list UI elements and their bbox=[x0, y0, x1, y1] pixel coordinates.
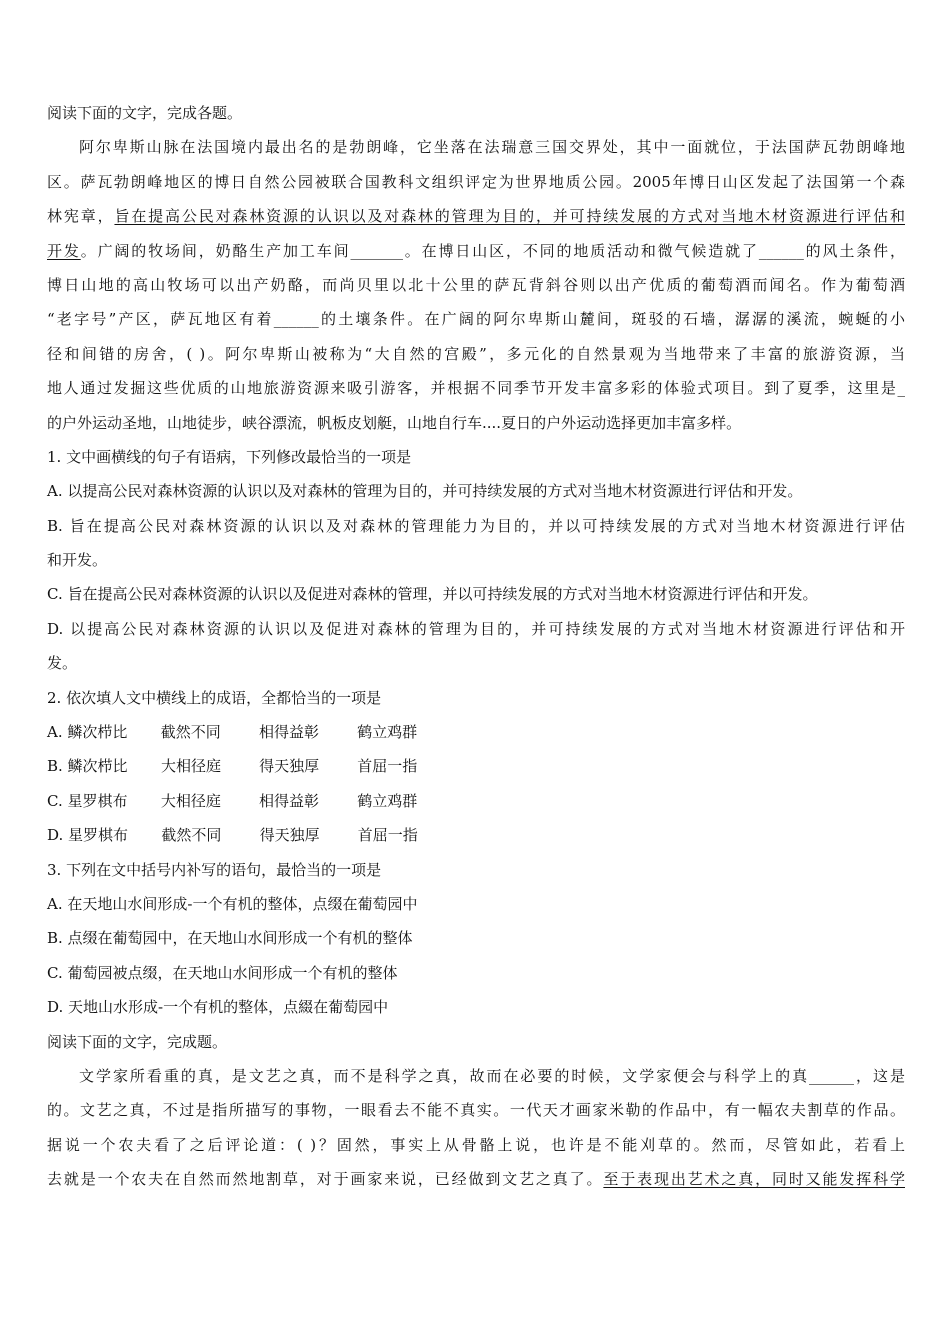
option-label: C. 星罗棋布 bbox=[47, 791, 128, 810]
option-c: C. 旨在提高公民对森林资源的认识以及促进对森林的管理，并以可持续发展的方式对当地木材资源进行评估和开发。 bbox=[47, 585, 818, 604]
passage1-line bbox=[47, 337, 905, 371]
question-3 bbox=[47, 853, 905, 1025]
document-page bbox=[47, 96, 905, 1197]
passage2-line bbox=[47, 1128, 905, 1162]
option-word: 相得益彰 bbox=[259, 791, 320, 810]
question-1 bbox=[47, 440, 905, 681]
option-word: 相得益彰 bbox=[258, 723, 319, 742]
option-a: A. 以提高公民对森林资源的认识以及对森林的管理为目的，并可持续发展的方式对当地木材资源进行评估和开发。 bbox=[47, 482, 803, 501]
passage1-line bbox=[47, 302, 905, 336]
option-label: D. 星罗棋布 bbox=[47, 826, 129, 845]
passage2-intro: 阅读下面的文字，完成题。 bbox=[47, 1032, 228, 1051]
option-d-cont: 发。 bbox=[47, 654, 78, 673]
line-text: 阿尔卑斯山脉在法国境内最出名的是勃朗峰，它坐落在法瑞意三国交界处，其中一面就位，于法国萨瓦勃朗峰地 bbox=[79, 138, 905, 157]
option-word: 鹤立鸡群 bbox=[357, 723, 418, 742]
line-text: 区。萨瓦勃朗峰地区的博日自然公园被联合国教科文组织评定为世界地质公园。2005年博日山区发起了法国第一个森 bbox=[47, 172, 905, 191]
option-label: A. 鳞次栉比 bbox=[47, 723, 128, 742]
passage2-line bbox=[47, 1162, 905, 1196]
option-c: C. 葡萄园被点缀，在天地山水间形成一个有机的整体 bbox=[47, 963, 398, 982]
line-text: 。广阔的牧场间，奶酪生产加工车间_______。在博日山区，不同的地质活动和微气候造就了______的风土条件， bbox=[80, 241, 905, 260]
line-text: 去就是一个农夫在自然而然地割草，对于画家来说，已经做到文艺之真了。 bbox=[47, 1170, 604, 1189]
passage1-line bbox=[47, 371, 905, 405]
line-text: 径和间错的房舍，( )。阿尔卑斯山被称为“大自然的宫殿”，多元化的自然景观为当地带来了丰富的旅游资源，当 bbox=[47, 344, 905, 363]
option-word: 首屈一指 bbox=[357, 826, 418, 845]
option-b bbox=[47, 749, 905, 783]
option-word: 得天独厚 bbox=[259, 826, 320, 845]
option-d: D. 以提高公民对森林资源的认识以及促进对森林的管理为目的，并可持续发展的方式对当地木材资源进行评估和开 bbox=[47, 619, 905, 638]
option-word: 截然不同 bbox=[160, 723, 221, 742]
line-text: 地人通过发掘这些优质的山地旅游资源来吸引游客，并根据不同季节开发丰富多彩的体验式项目。到了夏季，这里是_ bbox=[47, 379, 905, 398]
option-a bbox=[47, 715, 905, 749]
passage1-body bbox=[47, 130, 905, 440]
option-b: B. 点缀在葡萄园中，在天地山水间形成一个有机的整体 bbox=[47, 929, 413, 948]
option-word: 鹤立鸡群 bbox=[357, 791, 418, 810]
underlined-sentence: 开发 bbox=[47, 241, 81, 260]
line-text: 的户外运动圣地，山地徒步，峡谷漂流，帆板皮划艇，山地自行车....夏日的户外运动选择更加丰富多样。 bbox=[47, 413, 742, 432]
line-text: 文学家所看重的真，是文艺之真，而不是科学之真，故而在必要的时候，文学家便会与科学上的真______，这是 bbox=[79, 1066, 905, 1085]
option-d bbox=[47, 818, 905, 852]
underlined-sentence: 至于表现出艺术之真，同时又能发挥科学 bbox=[603, 1170, 905, 1189]
passage1-line bbox=[47, 234, 905, 268]
underlined-sentence: 旨在提高公民对森林资源的认识以及对森林的管理为目的，并可持续发展的方式对当地木材资源进行评估和 bbox=[114, 207, 905, 226]
question-stem: 3. 下列在文中括号内补写的语句，最恰当的一项是 bbox=[47, 860, 382, 879]
option-b: B. 旨在提高公民对森林资源的认识以及对森林的管理能力为目的，并以可持续发展的方式对当地木材资源进行评估 bbox=[47, 516, 905, 535]
line-text: “老字号”产区，萨瓦地区有着______的土壤条件。在广阔的阿尔卑斯山麓间，斑驳的石墙，潺潺的溪流，蜿蜒的小 bbox=[47, 310, 905, 329]
option-label: B. 鳞次栉比 bbox=[47, 757, 128, 776]
option-a: A. 在天地山水间形成-一个有机的整体，点缀在葡萄园中 bbox=[47, 894, 418, 913]
passage1-line bbox=[47, 199, 905, 233]
passage1-line bbox=[47, 268, 905, 302]
passage1-line bbox=[47, 406, 905, 440]
line-text: 博日山地的高山牧场可以出产奶酪，而尚贝里以北十公里的萨瓦背斜谷则以出产优质的葡萄酒而闻名。作为葡萄酒 bbox=[47, 275, 905, 294]
option-word: 大相径庭 bbox=[160, 791, 221, 810]
passage1-line bbox=[47, 165, 905, 199]
passage2-line bbox=[47, 1093, 905, 1127]
option-word: 得天独厚 bbox=[259, 757, 320, 776]
option-word: 首屈一指 bbox=[357, 757, 418, 776]
passage1-intro: 阅读下面的文字，完成各题。 bbox=[47, 104, 243, 122]
option-word: 截然不同 bbox=[161, 826, 222, 845]
option-c bbox=[47, 784, 905, 818]
option-b-cont: 和开发。 bbox=[47, 551, 108, 570]
passage2-line bbox=[47, 1059, 905, 1093]
line-text: 林宪章， bbox=[47, 207, 115, 226]
question-stem: 2. 依次填人文中横线上的成语，全都恰当的一项是 bbox=[47, 688, 382, 707]
option-d: D. 天地山水形成-一个有机的整体，点綴在葡萄园中 bbox=[47, 998, 389, 1017]
option-word: 大相径庭 bbox=[160, 757, 221, 776]
question-2 bbox=[47, 681, 905, 853]
line-text: 据说一个农夫看了之后评论道：( )？固然，事实上从骨骼上说，也许是不能刈草的。然而，尽管如此，若看上 bbox=[47, 1135, 905, 1154]
passage2-body bbox=[47, 1059, 905, 1197]
passage1-line bbox=[47, 130, 905, 164]
line-text: 的。文艺之真，不过是指所描写的事物，一眼看去不能不真实。一代天才画家米勒的作品中，有一幅农夫割草的作品。 bbox=[47, 1101, 905, 1120]
question-stem: 1. 文中画横线的句子有语病，下列修改最恰当的一项是 bbox=[47, 447, 412, 466]
